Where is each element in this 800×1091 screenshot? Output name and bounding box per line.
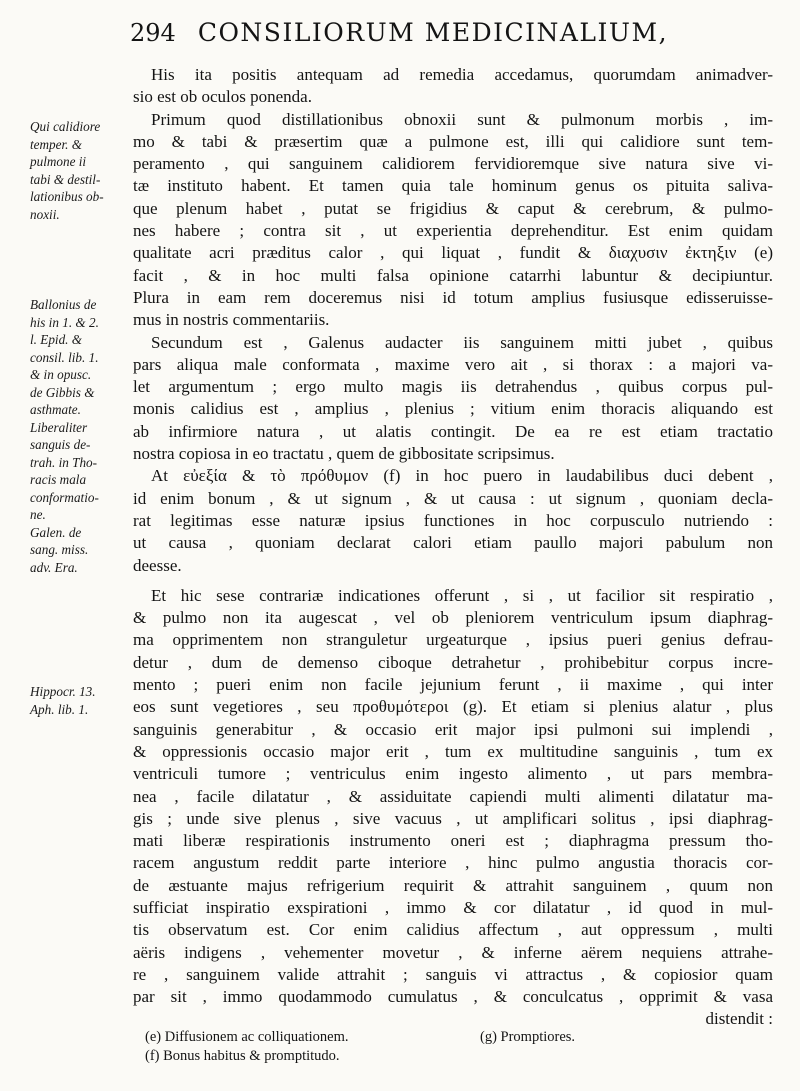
text-line: His ita positis antequam ad remedia accedamus, quorumdam animadver-	[151, 65, 773, 84]
margin-note-line: Hippocr. 13.	[30, 684, 96, 699]
margin-note-line: noxii.	[30, 206, 60, 222]
text-line: mus in nostris commentariis.	[133, 310, 330, 330]
margin-note-line: ne.	[30, 507, 46, 522]
text-line: ma opprimentem non stranguletur urgeaturque , ipsius pueri genius defrau-	[133, 630, 773, 650]
running-header	[130, 18, 730, 47]
text-line: Primum quod distillationibus obnoxii sunt & pulmonum morbis , im-	[151, 109, 773, 129]
margin-note-2	[30, 296, 128, 576]
margin-note-line: Aph. lib. 1.	[30, 701, 89, 717]
margin-note-line: de Gibbis &	[30, 384, 95, 400]
text-line: id enim bonum , & ut signum , & ut causa : ut signum , quoniam decla-	[133, 488, 773, 508]
text-line: deesse.	[133, 555, 182, 575]
margin-note-1	[30, 118, 128, 223]
footnote-divider	[133, 1016, 773, 1017]
text-line: que plenum habet , putat se frigidius & caput & cerebrum, & pulmo-	[133, 198, 773, 218]
margin-note-line: Ballonius de	[30, 297, 97, 312]
footnotes	[145, 1028, 765, 1066]
text-line: par sit , immo quodammodo cumulatus , & conculcatus , opprimit & vasa	[133, 987, 773, 1007]
text-line: sufficiat inspiratio exspirationi , immo & cor dilatatur , id quod in mul-	[133, 897, 773, 917]
text-line: Secundum est , Galenus audacter iis sanguinem mitti jubet , quibus	[151, 332, 773, 352]
margin-note-line: lationibus ob-	[30, 189, 104, 204]
text-line: aëris indigens , vehementer movetur , & inferne aërem nequiens attrahe-	[133, 942, 773, 962]
text-line: monis calidius est , amplius , plenius ; vitium enim thoracis aliquando est	[133, 399, 773, 419]
text-line: Et hic sese contrariæ indicationes offerunt , si , ut facilior sit respiratio ,	[151, 585, 773, 605]
text-line: de æstuante majus refrigerium requirit & attrahit sanguinem , quum non	[133, 875, 773, 895]
footnote-g: (g) Promptiores.	[480, 1029, 576, 1045]
text-line: nostra copiosa in eo tractatu , quem de gibbositate scripsimus.	[133, 444, 555, 464]
text-line: At εὐεξία & τὸ πρόθυμον (f) in hoc puero in laudabilibus duci debent ,	[151, 466, 773, 486]
margin-note-line: consil. lib. 1.	[30, 349, 99, 365]
text-line: racem angustum reddit parte interiore , hinc pulmo angustia thoracis cor-	[133, 853, 773, 873]
text-line: ut causa , quoniam declarat calori etiam paullo majori pabulum non	[133, 533, 773, 553]
text-line: ventriculi tumore ; ventriculus enim ingesto alimento , ut pars membra-	[133, 764, 773, 784]
text-line: mo & tabi & præsertim quæ a pulmone est, illi qui calidiore sunt tem-	[133, 131, 773, 151]
text-line: nea , facile dilatatur , & assiduitate capiendi multi alimenti dilatatur ma-	[133, 786, 773, 806]
footnote-f: (f) Bonus habitus & promptitudo.	[145, 1048, 340, 1064]
text-line: pars aliqua male conformata , maxime vero ait , si thorax : a majori va-	[133, 354, 773, 374]
text-line: tæ instituto habent. Et tamen quia tale hominum genus os pituita saliva-	[133, 176, 773, 196]
text-line: sio est ob oculos ponenda.	[133, 87, 312, 107]
text-line: let argumentum ; ergo multo magis iis detrahendus , quibus corpus pul-	[133, 377, 773, 397]
margin-note-line: l. Epid. &	[30, 332, 83, 347]
page-number: 294	[130, 19, 176, 47]
margin-note-line: conformatio-	[30, 489, 99, 505]
text-line: tis observatum est. Cor enim calidius affectum , aut oppressum , multi	[133, 920, 773, 940]
text-line: qualitate acri præditus calor , qui liquat , fundit & διαχυσιν ἐκτηξιν (e)	[133, 243, 773, 263]
margin-note-line: sang. miss.	[30, 542, 89, 557]
footnote-e: (e) Diffusionem ac colliquationem.	[145, 1029, 349, 1045]
text-line: mati liberæ respirationis instrumento oneri est ; diaphragma pressum tho-	[133, 831, 773, 851]
margin-note-3	[30, 683, 128, 718]
margin-note-line: tabi & destil-	[30, 171, 101, 187]
margin-note-line: sanguis de-	[30, 437, 91, 452]
margin-note-line: temper. &	[30, 136, 83, 152]
text-line: nes habere ; contra sit , ut experientia deprehenditur. Est enim quidam	[133, 221, 773, 241]
margin-note-line: Qui calidiore	[30, 119, 101, 134]
text-line: sanguinis generabitur , & occasio erit major ipsi pulmoni sui implendi ,	[133, 719, 773, 739]
text-line: facit , & in hoc multi falsa opinione catarrhi labuntur & decipiuntur.	[133, 265, 773, 285]
text-line: peramento , qui sanguinem calidiorem fervidioremque sive natura sive vi-	[133, 154, 773, 174]
text-line: re , sanguinem valide attrahit ; sanguis vi attractus , & copiosior quam	[133, 964, 773, 984]
text-line: eos sunt vegetiores , seu προθυμότεροι (g). Et etiam si plenius alatur , plus	[133, 697, 773, 717]
margin-note-line: pulmone ii	[30, 154, 87, 169]
running-title: CONSILIORUM MEDICINALIUM,	[197, 18, 669, 47]
margin-note-line: his in 1. & 2.	[30, 314, 99, 330]
margin-note-line: asthmate.	[30, 402, 81, 417]
text-line: rat legitimas esse naturæ ipsius functiones in hoc corpusculo nutriendo :	[133, 510, 773, 530]
margin-note-line: Galen. de	[30, 524, 82, 540]
margin-note-line: adv. Era.	[30, 559, 78, 575]
margin-note-line: Liberaliter	[30, 419, 88, 435]
margin-note-line: trah. in Tho-	[30, 454, 98, 470]
text-line: & oppressionis occasio major erit , tum ex multitudine sanguinis , tum ex	[133, 741, 773, 761]
text-line: & pulmo non ita augescat , vel ob pleniorem ventriculum ipsum diaphrag-	[133, 608, 773, 628]
main-text	[133, 64, 773, 1031]
text-line: Plura in eam rem doceremus nisi id totum amplius fusiusque edisseruisse-	[133, 287, 773, 307]
text-line: gis ; unde sive plenus , sive vacuus , ut amplificari solitus , ipsi diaphrag-	[133, 808, 773, 828]
text-line: distendit :	[705, 1009, 773, 1029]
margin-note-line: & in opusc.	[30, 367, 92, 382]
margin-note-line: racis mala	[30, 472, 87, 487]
text-line: ab infirmiore natura , ut alatis contingit. De ea re est etiam tractatio	[133, 421, 773, 441]
text-line: mento ; pueri enim non facile jejunium ferunt , ii maxime , qui inter	[133, 675, 773, 695]
text-line: detur , dum de demenso ciboque detrahetur , prohibebitur corpus incre-	[133, 652, 773, 672]
